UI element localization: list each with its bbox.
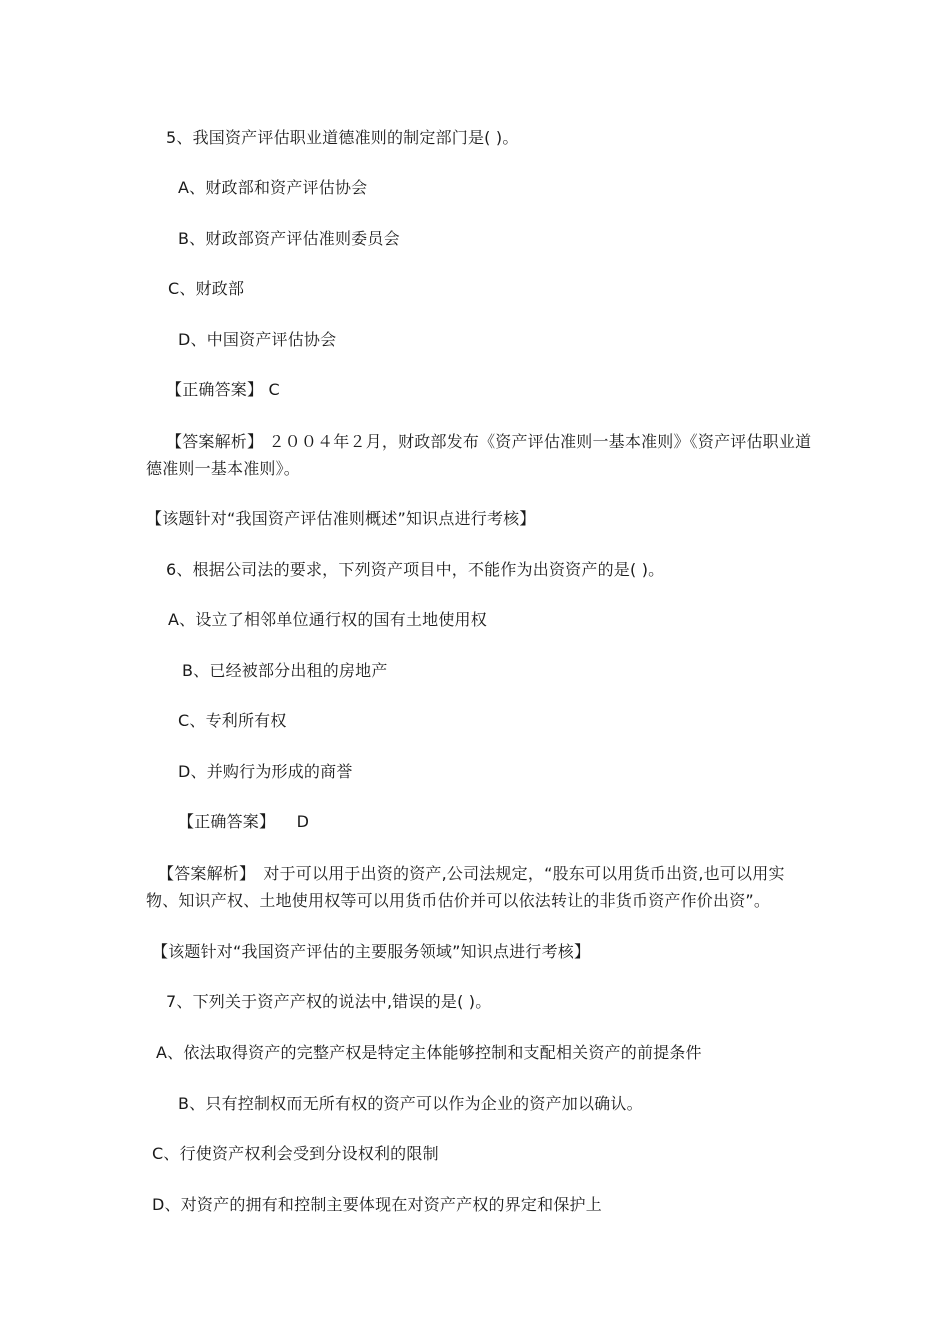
question-5-option-c: C、财政部: [168, 279, 245, 298]
question-7-option-d: D、对资产的拥有和控制主要体现在对资产产权的界定和保护上: [152, 1195, 602, 1214]
question-7-option-b: B、只有控制权而无所有权的资产可以作为企业的资产加以确认。: [178, 1094, 643, 1113]
question-6-stem: 6、根据公司法的要求，下列资产项目中，不能作为出资资产的是( )。: [166, 560, 665, 579]
question-7-option-a: A、依法取得资产的完整产权是特定主体能够控制和支配相关资产的前提条件: [156, 1043, 702, 1062]
question-6-option-d: D、并购行为形成的商誉: [178, 762, 353, 781]
question-5-answer: 【正确答案】 C: [166, 380, 280, 399]
question-6-analysis: 【答案解析】 对于可以用于出资的资产,公司法规定，“股东可以用货币出资,也可以用实物、知识产权、土地使用权等可以用货币估价并可以依法转让的非货币资产作价出资”。: [146, 864, 785, 910]
question-6-option-b: B、已经被部分出租的房地产: [182, 661, 388, 680]
question-5-topic: 【该题针对“我国资产评估准则概述”知识点进行考核】: [146, 509, 536, 528]
question-5-option-d: D、中国资产评估协会: [178, 330, 337, 349]
question-6-topic: 【该题针对“我国资产评估的主要服务领域”知识点进行考核】: [152, 942, 591, 961]
question-5-option-a: A、财政部和资产评估协会: [178, 178, 368, 197]
question-7-option-c: C、行使资产权利会受到分设权利的限制: [152, 1144, 439, 1163]
question-5-option-b: B、财政部资产评估准则委员会: [178, 229, 400, 248]
question-6-option-c: C、专利所有权: [178, 711, 287, 730]
question-6-option-a: A、设立了相邻单位通行权的国有土地使用权: [168, 610, 487, 629]
question-6-answer: 【正确答案】 D: [178, 812, 310, 831]
question-5-stem: 5、我国资产评估职业道德准则的制定部门是( )。: [166, 128, 519, 147]
question-7-stem: 7、下列关于资产产权的说法中,错误的是( )。: [166, 992, 492, 1011]
question-5-analysis: 【答案解析】 ２００４年２月，财政部发布《资产评估准则一基本准则》《资产评估职业道德准则一基本准则》。: [146, 432, 812, 478]
